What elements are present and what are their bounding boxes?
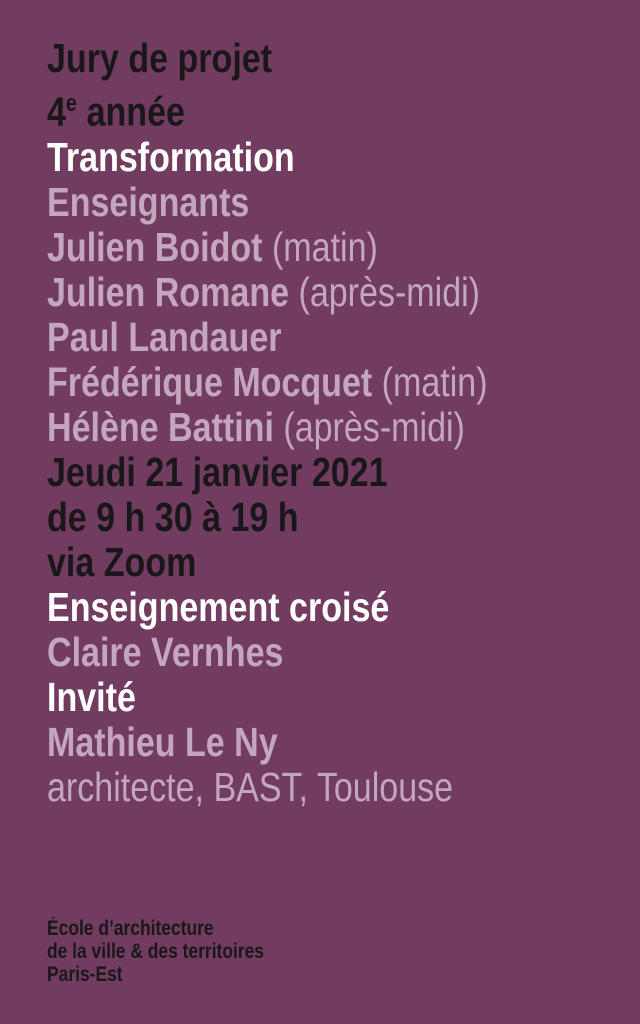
teacher-session: (matin): [372, 358, 488, 405]
affiliation-text: architecte, BAST, Toulouse: [47, 763, 454, 810]
school-name-line: de la ville & des territoires: [47, 940, 265, 963]
teacher-session: (après-midi): [289, 268, 481, 315]
teacher-name: Frédérique Mocquet: [47, 358, 373, 405]
location-text: via Zoom: [47, 538, 197, 585]
school-name-line: École d’architecture: [47, 917, 214, 940]
teacher-paul-landauer: [47, 315, 488, 360]
teacher-claire-vernhes: [47, 630, 488, 675]
poster-year-line: [47, 81, 488, 135]
time-text: de 9 h 30 à 19 h: [47, 493, 299, 540]
teacher-name: Hélène Battini: [47, 403, 274, 450]
teacher-session: (matin): [262, 223, 378, 270]
year-word: année: [77, 88, 185, 135]
event-time: [47, 495, 488, 540]
poster-text-block: [47, 36, 488, 810]
heading-text: Enseignants: [47, 178, 250, 225]
teacher-julien-boidot: [47, 225, 488, 270]
date-text: Jeudi 21 janvier 2021: [47, 448, 388, 495]
school-name-line: Paris-Est: [47, 963, 123, 986]
school-signature: [47, 917, 264, 986]
heading-enseignants: [47, 180, 488, 225]
teacher-helene-battini: [47, 405, 488, 450]
teacher-julien-romane: [47, 270, 488, 315]
poster-studio-name: [47, 135, 488, 180]
year-ordinal-superscript: e: [65, 90, 78, 117]
teacher-name: Julien Romane: [47, 268, 290, 315]
teacher-name: Julien Boidot: [47, 223, 263, 270]
guest-name: Mathieu Le Ny: [47, 718, 278, 765]
teacher-frederique-mocquet: [47, 360, 488, 405]
event-date: [47, 450, 488, 495]
teacher-session: (après-midi): [273, 403, 465, 450]
guest-affiliation: [47, 765, 488, 810]
studio-text: Transformation: [47, 133, 295, 180]
heading-text: Enseignement croisé: [47, 583, 390, 630]
teacher-name: Claire Vernhes: [47, 628, 284, 675]
heading-invite: [47, 675, 488, 720]
year-number: 4: [47, 88, 66, 135]
heading-text: Invité: [47, 673, 136, 720]
guest-mathieu-le-ny: [47, 720, 488, 765]
event-location: [47, 540, 488, 585]
teacher-name: Paul Landauer: [47, 313, 282, 360]
title-text: Jury de projet: [47, 35, 273, 81]
poster-title-jury: [47, 36, 488, 81]
heading-enseignement-croise: [47, 585, 488, 630]
